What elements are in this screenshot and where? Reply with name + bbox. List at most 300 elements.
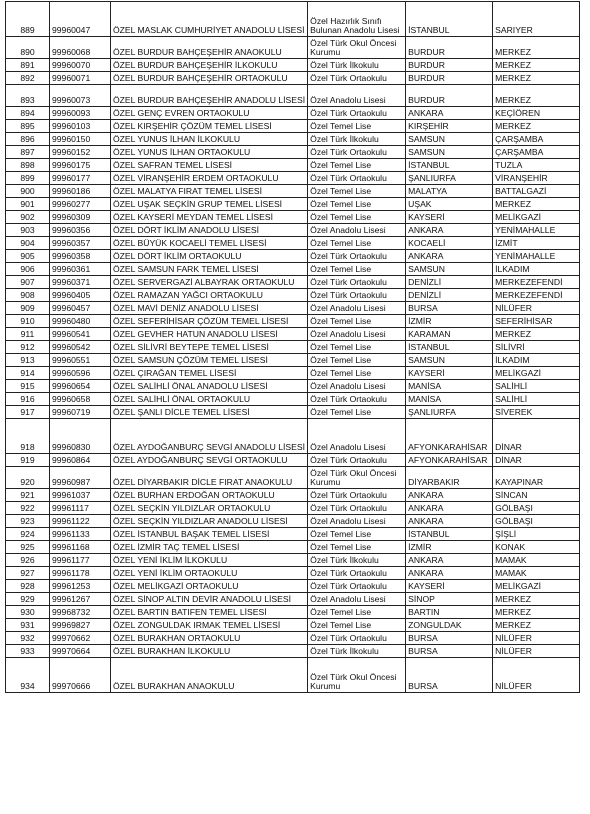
province-cell: KARAMAN [406, 328, 493, 341]
province-cell: SAMSUN [406, 263, 493, 276]
institution-name-cell: ÖZEL BURDUR BAHÇEŞEHİR ANAOKULU [111, 37, 308, 59]
institution-type-cell: Özel Türk Okul Öncesi Kurumu [308, 658, 406, 693]
institution-code-cell: 99960830 [50, 419, 111, 454]
institution-name-cell: ÖZEL BARTIN BATIFEN TEMEL LİSESİ [111, 606, 308, 619]
institution-type-cell: Özel Türk Ortaokulu [308, 567, 406, 580]
table-row [6, 567, 580, 580]
table-row [6, 419, 580, 454]
district-cell: GÖLBAŞI [493, 515, 580, 528]
institution-code-cell: 99960309 [50, 211, 111, 224]
district-cell: MERKEZ [493, 619, 580, 632]
institution-type-cell: Özel Temel Lise [308, 263, 406, 276]
row-number-cell: 894 [6, 107, 50, 120]
table-row [6, 393, 580, 406]
row-number-cell: 910 [6, 315, 50, 328]
province-cell: ANKARA [406, 567, 493, 580]
district-cell: İLKADIM [493, 354, 580, 367]
province-cell: BARTIN [406, 606, 493, 619]
institution-type-cell: Özel Türk Ortaokulu [308, 393, 406, 406]
institution-type-cell: Özel Anadolu Lisesi [308, 515, 406, 528]
province-cell: AFYONKARAHİSAR [406, 454, 493, 467]
institution-type-cell: Özel Türk İlkokulu [308, 645, 406, 658]
row-number-cell: 907 [6, 276, 50, 289]
district-cell: NİLÜFER [493, 302, 580, 315]
institution-code-cell: 99969827 [50, 619, 111, 632]
institution-code-cell: 99961168 [50, 541, 111, 554]
table-row [6, 632, 580, 645]
table-row [6, 263, 580, 276]
institution-name-cell: ÖZEL YENİ İKLİM ORTAOKULU [111, 567, 308, 580]
institution-code-cell: 99960186 [50, 185, 111, 198]
row-number-cell: 930 [6, 606, 50, 619]
institution-name-cell: ÖZEL KIRŞEHİR ÇÖZÜM TEMEL LİSESİ [111, 120, 308, 133]
province-cell: ŞANLIURFA [406, 172, 493, 185]
row-number-cell: 926 [6, 554, 50, 567]
institution-type-cell: Özel Temel Lise [308, 237, 406, 250]
institution-name-cell: ÖZEL ÇIRAĞAN TEMEL LİSESİ [111, 367, 308, 380]
institution-name-cell: ÖZEL SEÇKİN YILDIZLAR ORTAOKULU [111, 502, 308, 515]
row-number-cell: 927 [6, 567, 50, 580]
province-cell: İSTANBUL [406, 159, 493, 172]
institution-name-cell: ÖZEL AYDOĞANBURÇ SEVGİ ANADOLU LİSESİ [111, 419, 308, 454]
district-cell: SİNCAN [493, 489, 580, 502]
province-cell: BURDUR [406, 85, 493, 107]
institution-name-cell: ÖZEL SALİHLİ ÖNAL ORTAOKULU [111, 393, 308, 406]
institution-name-cell: ÖZEL SEFERİHİSAR ÇÖZÜM TEMEL LİSESİ [111, 315, 308, 328]
row-number-cell: 902 [6, 211, 50, 224]
row-number-cell: 889 [6, 2, 50, 37]
table-row [6, 367, 580, 380]
institution-code-cell: 99960175 [50, 159, 111, 172]
district-cell: GÖLBAŞI [493, 502, 580, 515]
district-cell: MAMAK [493, 567, 580, 580]
district-cell: MERKEZ [493, 120, 580, 133]
district-cell: NİLÜFER [493, 645, 580, 658]
row-number-cell: 929 [6, 593, 50, 606]
institution-type-cell: Özel Temel Lise [308, 341, 406, 354]
institution-code-cell: 99960358 [50, 250, 111, 263]
district-cell: ÇARŞAMBA [493, 146, 580, 159]
row-number-cell: 922 [6, 502, 50, 515]
institution-type-cell: Özel Türk İlkokulu [308, 554, 406, 567]
institution-name-cell: ÖZEL BURAKHAN İLKOKULU [111, 645, 308, 658]
institution-type-cell: Özel Temel Lise [308, 528, 406, 541]
institution-type-cell: Özel Temel Lise [308, 354, 406, 367]
institution-code-cell: 99960371 [50, 276, 111, 289]
institution-name-cell: ÖZEL İZMİR TAÇ TEMEL LİSESİ [111, 541, 308, 554]
institution-type-cell: Özel Temel Lise [308, 120, 406, 133]
institution-type-cell: Özel Temel Lise [308, 367, 406, 380]
district-cell: ŞİŞLİ [493, 528, 580, 541]
table-row [6, 593, 580, 606]
row-number-cell: 908 [6, 289, 50, 302]
institution-type-cell: Özel Türk Ortaokulu [308, 146, 406, 159]
institution-name-cell: ÖZEL SALİHLİ ÖNAL ANADOLU LİSESİ [111, 380, 308, 393]
province-cell: ANKARA [406, 107, 493, 120]
institution-name-cell: ÖZEL BURHAN ERDOĞAN ORTAOKULU [111, 489, 308, 502]
institution-name-cell: ÖZEL VİRANŞEHİR ERDEM ORTAOKULU [111, 172, 308, 185]
table-row [6, 185, 580, 198]
institution-type-cell: Özel Türk Okul Öncesi Kurumu [308, 37, 406, 59]
institution-type-cell: Özel Temel Lise [308, 315, 406, 328]
row-number-cell: 896 [6, 133, 50, 146]
institution-name-cell: ÖZEL BURDUR BAHÇEŞEHİR ORTAOKULU [111, 72, 308, 85]
institution-type-cell: Özel Türk İlkokulu [308, 59, 406, 72]
institution-code-cell: 99961253 [50, 580, 111, 593]
province-cell: ZONGULDAK [406, 619, 493, 632]
institution-type-cell: Özel Temel Lise [308, 211, 406, 224]
district-cell: SİVEREK [493, 406, 580, 419]
institution-code-cell: 99961133 [50, 528, 111, 541]
institution-name-cell: ÖZEL DÖRT İKLİM ANADOLU LİSESİ [111, 224, 308, 237]
table-row [6, 37, 580, 59]
institution-name-cell: ÖZEL SERVERGAZİ ALBAYRAK ORTAOKULU [111, 276, 308, 289]
province-cell: İSTANBUL [406, 341, 493, 354]
institution-code-cell: 99960541 [50, 328, 111, 341]
institution-name-cell: ÖZEL KAYSERİ MEYDAN TEMEL LİSESİ [111, 211, 308, 224]
district-cell: MERKEZ [493, 606, 580, 619]
table-row [6, 606, 580, 619]
table-row [6, 107, 580, 120]
province-cell: ANKARA [406, 502, 493, 515]
district-cell: TUZLA [493, 159, 580, 172]
province-cell: ANKARA [406, 250, 493, 263]
institution-name-cell: ÖZEL SİNOP ALTIN DEVİR ANADOLU LİSESİ [111, 593, 308, 606]
institution-name-cell: ÖZEL GENÇ EVREN ORTAOKULU [111, 107, 308, 120]
table-row [6, 276, 580, 289]
row-number-cell: 931 [6, 619, 50, 632]
row-number-cell: 911 [6, 328, 50, 341]
table-row [6, 541, 580, 554]
institution-type-cell: Özel Temel Lise [308, 159, 406, 172]
row-number-cell: 934 [6, 658, 50, 693]
district-cell: KAYAPINAR [493, 467, 580, 489]
table-row [6, 198, 580, 211]
row-number-cell: 919 [6, 454, 50, 467]
district-cell: NİLÜFER [493, 658, 580, 693]
table-row [6, 159, 580, 172]
province-cell: BURSA [406, 302, 493, 315]
table-row [6, 619, 580, 632]
institution-code-cell: 99970666 [50, 658, 111, 693]
institution-name-cell: ÖZEL DİYARBAKIR DİCLE FIRAT ANAOKULU [111, 467, 308, 489]
province-cell: İZMİR [406, 315, 493, 328]
province-cell: KAYSERİ [406, 211, 493, 224]
institution-type-cell: Özel Türk Ortaokulu [308, 107, 406, 120]
institution-name-cell: ÖZEL BURDUR BAHÇEŞEHİR İLKOKULU [111, 59, 308, 72]
institution-type-cell: Özel Temel Lise [308, 606, 406, 619]
district-cell: MERKEZ [493, 198, 580, 211]
district-cell: SİLİVRİ [493, 341, 580, 354]
institution-code-cell: 99960047 [50, 2, 111, 37]
institution-type-cell: Özel Anadolu Lisesi [308, 419, 406, 454]
province-cell: MANİSA [406, 380, 493, 393]
institution-code-cell: 99961117 [50, 502, 111, 515]
province-cell: DENİZLİ [406, 289, 493, 302]
province-cell: KOCAELİ [406, 237, 493, 250]
table-row [6, 133, 580, 146]
district-cell: NİLÜFER [493, 632, 580, 645]
row-number-cell: 900 [6, 185, 50, 198]
institution-type-cell: Özel Türk Ortaokulu [308, 489, 406, 502]
table-body [6, 2, 580, 693]
institution-name-cell: ÖZEL YENİ İKLİM İLKOKULU [111, 554, 308, 567]
institution-code-cell: 99960719 [50, 406, 111, 419]
district-cell: İZMİT [493, 237, 580, 250]
row-number-cell: 904 [6, 237, 50, 250]
table-row [6, 2, 580, 37]
district-cell: MERKEZ [493, 593, 580, 606]
institution-name-cell: ÖZEL İSTANBUL BAŞAK TEMEL LİSESİ [111, 528, 308, 541]
institution-code-cell: 99970662 [50, 632, 111, 645]
row-number-cell: 891 [6, 59, 50, 72]
institution-type-cell: Özel Türk Ortaokulu [308, 632, 406, 645]
institution-name-cell: ÖZEL SAFRAN TEMEL LİSESİ [111, 159, 308, 172]
institution-code-cell: 99960551 [50, 354, 111, 367]
row-number-cell: 924 [6, 528, 50, 541]
province-cell: AFYONKARAHİSAR [406, 419, 493, 454]
district-cell: DİNAR [493, 419, 580, 454]
institution-name-cell: ÖZEL AYDOĞANBURÇ SEVGİ ORTAOKULU [111, 454, 308, 467]
table-row [6, 645, 580, 658]
institution-code-cell: 99968732 [50, 606, 111, 619]
institution-type-cell: Özel Türk Ortaokulu [308, 580, 406, 593]
row-number-cell: 916 [6, 393, 50, 406]
row-number-cell: 897 [6, 146, 50, 159]
table-row [6, 224, 580, 237]
province-cell: BURDUR [406, 72, 493, 85]
row-number-cell: 906 [6, 263, 50, 276]
institution-name-cell: ÖZEL BURAKHAN ORTAOKULU [111, 632, 308, 645]
province-cell: KAYSERİ [406, 580, 493, 593]
province-cell: İSTANBUL [406, 2, 493, 37]
province-cell: DİYARBAKIR [406, 467, 493, 489]
row-number-cell: 903 [6, 224, 50, 237]
institution-code-cell: 99960356 [50, 224, 111, 237]
district-cell: SALİHLİ [493, 393, 580, 406]
district-cell: MAMAK [493, 554, 580, 567]
institution-code-cell: 99960480 [50, 315, 111, 328]
table-row [6, 515, 580, 528]
row-number-cell: 909 [6, 302, 50, 315]
institution-name-cell: ÖZEL ŞANLI DİCLE TEMEL LİSESİ [111, 406, 308, 419]
row-number-cell: 893 [6, 85, 50, 107]
province-cell: SAMSUN [406, 146, 493, 159]
institution-code-cell: 99960987 [50, 467, 111, 489]
institution-name-cell: ÖZEL MASLAK CUMHURİYET ANADOLU LİSESİ [111, 2, 308, 37]
table-row [6, 250, 580, 263]
table-row [6, 380, 580, 393]
district-cell: MERKEZ [493, 328, 580, 341]
district-cell: MERKEZ [493, 72, 580, 85]
province-cell: BURSA [406, 632, 493, 645]
district-cell: MERKEZEFENDİ [493, 289, 580, 302]
institution-code-cell: 99960068 [50, 37, 111, 59]
province-cell: KIRŞEHİR [406, 120, 493, 133]
district-cell: KONAK [493, 541, 580, 554]
institution-type-cell: Özel Temel Lise [308, 185, 406, 198]
institution-name-cell: ÖZEL MELİKGAZİ ORTAOKULU [111, 580, 308, 593]
province-cell: BURDUR [406, 59, 493, 72]
institution-code-cell: 99960277 [50, 198, 111, 211]
district-cell: YENİMAHALLE [493, 224, 580, 237]
institution-code-cell: 99960093 [50, 107, 111, 120]
district-cell: MERKEZ [493, 85, 580, 107]
province-cell: MANİSA [406, 393, 493, 406]
district-cell: VİRANŞEHİR [493, 172, 580, 185]
institution-code-cell: 99961267 [50, 593, 111, 606]
institution-code-cell: 99960405 [50, 289, 111, 302]
district-cell: ÇARŞAMBA [493, 133, 580, 146]
institution-type-cell: Özel Temel Lise [308, 541, 406, 554]
row-number-cell: 921 [6, 489, 50, 502]
table-row [6, 554, 580, 567]
province-cell: ANKARA [406, 554, 493, 567]
province-cell: İZMİR [406, 541, 493, 554]
row-number-cell: 932 [6, 632, 50, 645]
institution-name-cell: ÖZEL SAMSUN ÇÖZÜM TEMEL LİSESİ [111, 354, 308, 367]
province-cell: ANKARA [406, 224, 493, 237]
table-row [6, 211, 580, 224]
institution-type-cell: Özel Türk Ortaokulu [308, 502, 406, 515]
province-cell: SAMSUN [406, 354, 493, 367]
institution-type-cell: Özel Anadolu Lisesi [308, 593, 406, 606]
row-number-cell: 892 [6, 72, 50, 85]
institution-code-cell: 99960071 [50, 72, 111, 85]
table-row [6, 502, 580, 515]
row-number-cell: 890 [6, 37, 50, 59]
row-number-cell: 914 [6, 367, 50, 380]
institution-name-cell: ÖZEL SİLİVRİ BEYTEPE TEMEL LİSESİ [111, 341, 308, 354]
institution-code-cell: 99960658 [50, 393, 111, 406]
institution-type-cell: Özel Türk Ortaokulu [308, 289, 406, 302]
province-cell: ANKARA [406, 515, 493, 528]
table-row [6, 315, 580, 328]
province-cell: BURSA [406, 645, 493, 658]
province-cell: İSTANBUL [406, 528, 493, 541]
table-row [6, 59, 580, 72]
institution-type-cell: Özel Anadolu Lisesi [308, 380, 406, 393]
institution-code-cell: 99960361 [50, 263, 111, 276]
institution-code-cell: 99960152 [50, 146, 111, 159]
table-row [6, 328, 580, 341]
institution-code-cell: 99960357 [50, 237, 111, 250]
institution-type-cell: Özel Anadolu Lisesi [308, 302, 406, 315]
institution-name-cell: ÖZEL YUNUS İLHAN İLKOKULU [111, 133, 308, 146]
row-number-cell: 895 [6, 120, 50, 133]
institution-type-cell: Özel Anadolu Lisesi [308, 328, 406, 341]
institution-type-cell: Özel Temel Lise [308, 619, 406, 632]
institution-name-cell: ÖZEL SEÇKİN YILDIZLAR ANADOLU LİSESİ [111, 515, 308, 528]
table-row [6, 489, 580, 502]
table-row [6, 454, 580, 467]
district-cell: MERKEZ [493, 37, 580, 59]
institution-name-cell: ÖZEL MAVİ DENİZ ANADOLU LİSESİ [111, 302, 308, 315]
table-row [6, 146, 580, 159]
row-number-cell: 920 [6, 467, 50, 489]
institution-code-cell: 99960177 [50, 172, 111, 185]
district-cell: YENİMAHALLE [493, 250, 580, 263]
school-list-table [5, 1, 580, 693]
district-cell: MELİKGAZİ [493, 580, 580, 593]
row-number-cell: 912 [6, 341, 50, 354]
table-row [6, 85, 580, 107]
institution-name-cell: ÖZEL UŞAK SEÇKİN GRUP TEMEL LİSESİ [111, 198, 308, 211]
institution-name-cell: ÖZEL MALATYA FIRAT TEMEL LİSESİ [111, 185, 308, 198]
institution-code-cell: 99960073 [50, 85, 111, 107]
table-row [6, 406, 580, 419]
institution-code-cell: 99961122 [50, 515, 111, 528]
institution-type-cell: Özel Türk Ortaokulu [308, 276, 406, 289]
institution-name-cell: ÖZEL YUNUS İLHAN ORTAOKULU [111, 146, 308, 159]
district-cell: MELİKGAZİ [493, 211, 580, 224]
table-row [6, 658, 580, 693]
district-cell: KEÇİÖREN [493, 107, 580, 120]
table-row [6, 72, 580, 85]
row-number-cell: 899 [6, 172, 50, 185]
row-number-cell: 913 [6, 354, 50, 367]
district-cell: MERKEZEFENDİ [493, 276, 580, 289]
district-cell: SALİHLİ [493, 380, 580, 393]
institution-code-cell: 99960596 [50, 367, 111, 380]
institution-name-cell: ÖZEL SAMSUN FARK TEMEL LİSESİ [111, 263, 308, 276]
institution-code-cell: 99961178 [50, 567, 111, 580]
institution-type-cell: Özel Temel Lise [308, 198, 406, 211]
institution-code-cell: 99960070 [50, 59, 111, 72]
institution-name-cell: ÖZEL BÜYÜK KOCAELİ TEMEL LİSESİ [111, 237, 308, 250]
table-row [6, 467, 580, 489]
institution-name-cell: ÖZEL BURAKHAN ANAOKULU [111, 658, 308, 693]
table-row [6, 120, 580, 133]
table-row [6, 172, 580, 185]
institution-type-cell: Özel Türk Ortaokulu [308, 250, 406, 263]
table-row [6, 237, 580, 250]
row-number-cell: 917 [6, 406, 50, 419]
district-cell: SARIYER [493, 2, 580, 37]
institution-code-cell: 99961037 [50, 489, 111, 502]
institution-type-cell: Özel Anadolu Lisesi [308, 224, 406, 237]
district-cell: MELİKGAZİ [493, 367, 580, 380]
province-cell: UŞAK [406, 198, 493, 211]
institution-type-cell: Özel Anadolu Lisesi [308, 85, 406, 107]
province-cell: MALATYA [406, 185, 493, 198]
institution-code-cell: 99970664 [50, 645, 111, 658]
district-cell: DİNAR [493, 454, 580, 467]
institution-code-cell: 99960103 [50, 120, 111, 133]
institution-type-cell: Özel Türk Ortaokulu [308, 172, 406, 185]
row-number-cell: 933 [6, 645, 50, 658]
institution-type-cell: Özel Hazırlık Sınıfı Bulunan Anadolu Lisesi [308, 2, 406, 37]
institution-name-cell: ÖZEL ZONGULDAK IRMAK TEMEL LİSESİ [111, 619, 308, 632]
table-row [6, 528, 580, 541]
institution-name-cell: ÖZEL RAMAZAN YAĞCI ORTAOKULU [111, 289, 308, 302]
province-cell: ANKARA [406, 489, 493, 502]
table-row [6, 289, 580, 302]
province-cell: BURSA [406, 658, 493, 693]
institution-name-cell: ÖZEL BURDUR BAHÇEŞEHİR ANADOLU LİSESİ [111, 85, 308, 107]
row-number-cell: 915 [6, 380, 50, 393]
table-row [6, 302, 580, 315]
institution-name-cell: ÖZEL GEVHER HATUN ANADOLU LİSESİ [111, 328, 308, 341]
institution-code-cell: 99960864 [50, 454, 111, 467]
province-cell: BURDUR [406, 37, 493, 59]
institution-code-cell: 99960457 [50, 302, 111, 315]
district-cell: MERKEZ [493, 59, 580, 72]
row-number-cell: 928 [6, 580, 50, 593]
table-row [6, 354, 580, 367]
institution-code-cell: 99960150 [50, 133, 111, 146]
province-cell: SİNOP [406, 593, 493, 606]
